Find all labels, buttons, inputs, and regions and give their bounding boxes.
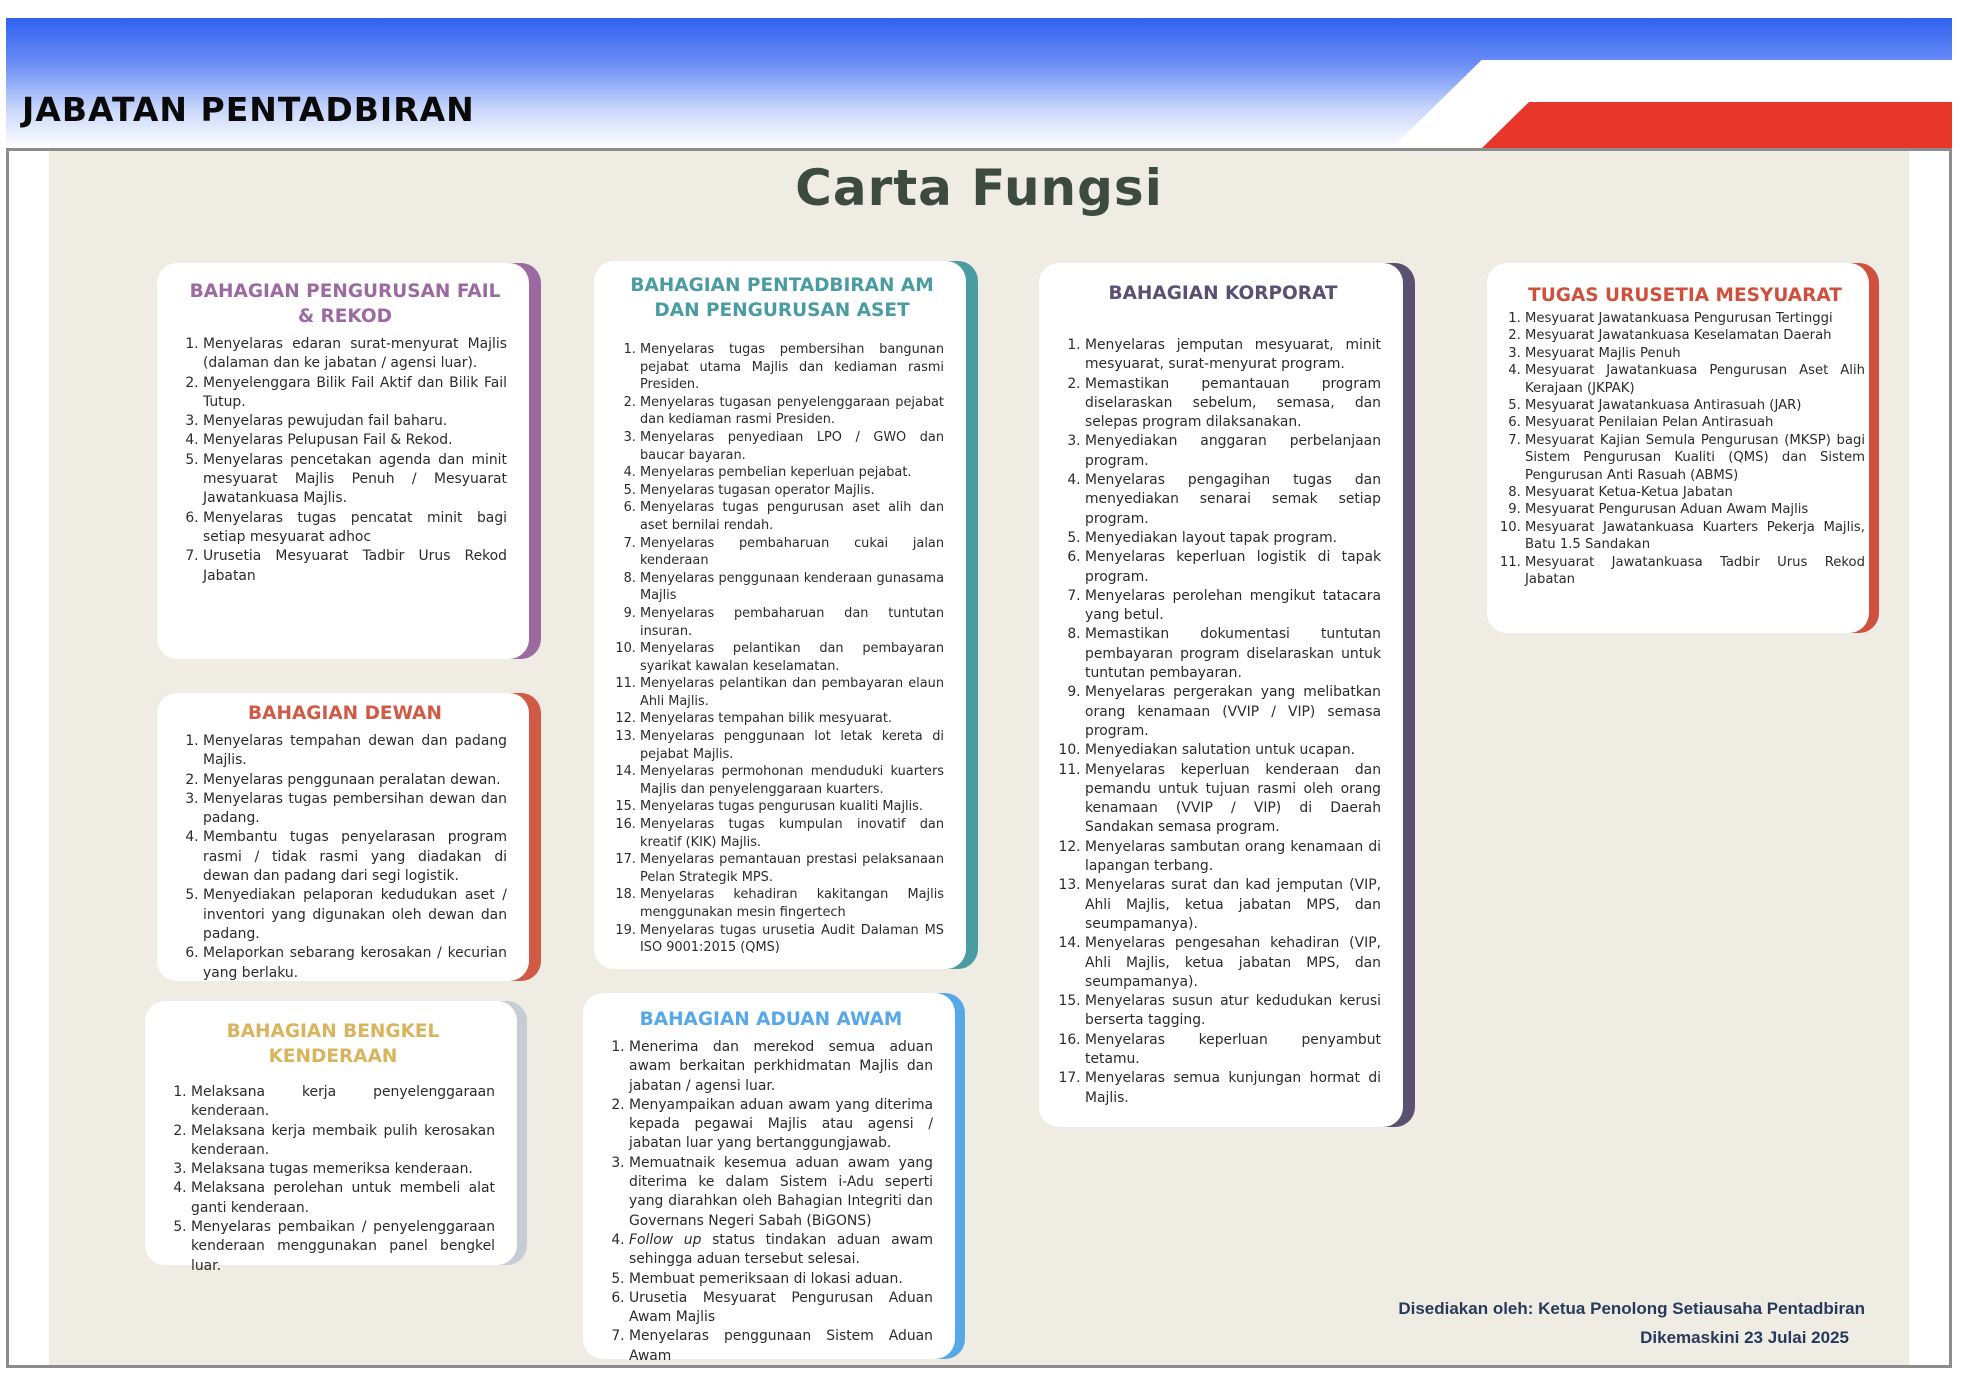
card-urusetia-mesyuarat <box>1487 263 1869 633</box>
list-item: 6. Menyelaras tugas pencatat minit bagi setiap mesyuarat adhoc <box>203 509 507 548</box>
list-item: 3. Melaksana tugas memeriksa kenderaan. <box>191 1160 495 1179</box>
function-list <box>183 732 507 983</box>
list-item: 5. Menyediakan pelaporan kedudukan aset / inventori yang digunakan oleh dewan dan padang. <box>203 886 507 944</box>
list-item: 10. Menyelaras pelantikan dan pembayaran syarikat kawalan keselamatan. <box>640 640 944 675</box>
function-list <box>620 341 944 957</box>
list-item: 17. Menyelaras semua kunjungan hormat di Majlis. <box>1085 1069 1381 1108</box>
list-item: 11. Menyelaras keperluan kenderaan dan pemandu untuk tujuan rasmi oleh orang kenamaan (VVIP / VIP) di Daerah Sandakan semasa program. <box>1085 761 1381 838</box>
list-item: 15. Menyelaras tugas pengurusan kualiti Majlis. <box>640 798 944 816</box>
list-item: 7. Urusetia Mesyuarat Tadbir Urus Rekod Jabatan <box>203 547 507 586</box>
list-item: 7. Menyelaras pembaharuan cukai jalan kenderaan <box>640 535 944 570</box>
list-item: 4. Membantu tugas penyelarasan program rasmi / tidak rasmi yang diadakan di dewan dan padang dari segi logistik. <box>203 828 507 886</box>
card-bengkel-kenderaan <box>145 1001 517 1274</box>
list-item: 3. Menyelaras tugas pembersihan dewan dan padang. <box>203 790 507 829</box>
list-item: 19. Menyelaras tugas urusetia Audit Dalaman MS ISO 9001:2015 (QMS) <box>640 922 944 957</box>
function-list <box>183 335 507 586</box>
list-item: 11. Mesyuarat Jawatankuasa Tadbir Urus Rekod Jabatan <box>1525 554 1865 589</box>
card-aduan-awam <box>583 993 955 1364</box>
list-item: 1. Menyelaras jemputan mesyuarat, minit mesyuarat, surat-menyurat program. <box>1085 336 1381 375</box>
list-item: 3. Menyelaras penyediaan LPO / GWO dan baucar bayaran. <box>640 429 944 464</box>
chart-panel <box>49 151 1909 1365</box>
list-item: 8. Mesyuarat Ketua-Ketua Jabatan <box>1525 484 1865 501</box>
list-item: 4. Melaksana perolehan untuk membeli alat ganti kenderaan. <box>191 1179 495 1218</box>
list-item: 2. Menyelaras penggunaan peralatan dewan. <box>203 771 507 790</box>
list-item: 13. Menyelaras penggunaan lot letak kereta di pejabat Majlis. <box>640 728 944 763</box>
department-title: JABATAN PENTADBIRAN <box>22 90 475 129</box>
list-item: 12. Menyelaras tempahan bilik mesyuarat. <box>640 710 944 728</box>
list-item: 7. Mesyuarat Kajian Semula Pengurusan (MKSP) bagi Sistem Pengurusan Kualiti (QMS) dan Sistem Pengurusan Anti Rasuah (ABMS) <box>1525 432 1865 484</box>
function-list <box>609 1038 933 1366</box>
list-item: 6. Mesyuarat Penilaian Pelan Antirasuah <box>1525 414 1865 431</box>
list-item: 5. Menyelaras pencetakan agenda dan minit mesyuarat Majlis Penuh / Mesyuarat Jawatankuasa Majlis. <box>203 451 507 509</box>
list-item: 5. Mesyuarat Jawatankuasa Antirasuah (JAR) <box>1525 397 1865 414</box>
list-item: 5. Menyelaras tugasan operator Majlis. <box>640 482 944 500</box>
list-item: 1. Menyelaras tugas pembersihan bangunan pejabat utama Majlis dan kediaman rasmi Presiden. <box>640 341 944 394</box>
list-item: 1. Menyelaras edaran surat-menyurat Majlis (dalaman dan ke jabatan / agensi luar). <box>203 335 507 374</box>
list-item: 5. Membuat pemeriksaan di lokasi aduan. <box>629 1270 933 1289</box>
list-item: 4. Follow up status tindakan aduan awam sehingga aduan tersebut selesai. <box>629 1231 933 1270</box>
list-item: 12. Menyelaras sambutan orang kenamaan di lapangan terbang. <box>1085 838 1381 877</box>
list-item: 6. Melaporkan sebarang kerosakan / kecurian yang berlaku. <box>203 944 507 983</box>
list-item: 4. Menyelaras Pelupusan Fail & Rekod. <box>203 431 507 450</box>
list-item: 1. Melaksana kerja penyelenggaraan kenderaan. <box>191 1083 495 1122</box>
chart-frame <box>6 148 1952 1368</box>
card-title: BAHAGIAN PENTADBIRAN AM DAN PENGURUSAN ASET <box>630 275 934 321</box>
header-red-stripe <box>1482 102 1952 148</box>
list-item: 7. Menyelaras perolehan mengikut tatacara yang betul. <box>1085 587 1381 626</box>
list-item: 5. Menyediakan layout tapak program. <box>1085 529 1381 548</box>
list-item: 3. Memuatnaik kesemua aduan awam yang diterima ke dalam Sistem i-Adu seperti yang diarahkan oleh Bahagian Integriti dan Governans Negeri Sabah (BiGONS) <box>629 1154 933 1231</box>
list-item: 13. Menyelaras surat dan kad jemputan (VIP, Ahli Majlis, ketua jabatan MPS, dan seumpamanya). <box>1085 876 1381 934</box>
list-item: 6. Menyelaras tugas pengurusan aset alih dan aset bernilai rendah. <box>640 499 944 534</box>
page-title: Carta Fungsi <box>795 159 1163 217</box>
list-item: 14. Menyelaras permohonan menduduki kuarters Majlis dan penyelenggaraan kuarters. <box>640 763 944 798</box>
list-item: 2. Memastikan pemantauan program diselaraskan sebelum, semasa, dan selepas program dilaksanakan. <box>1085 375 1381 433</box>
list-item: 16. Menyelaras tugas kumpulan inovatif dan kreatif (KIK) Majlis. <box>640 816 944 851</box>
card-fail-rekod <box>157 263 529 659</box>
card-dewan <box>157 693 529 981</box>
list-item: 14. Menyelaras pengesahan kehadiran (VIP, Ahli Majlis, ketua jabatan MPS, dan seumpamanya). <box>1085 934 1381 992</box>
list-item: 4. Menyelaras pengagihan tugas dan menyediakan senarai semak setiap program. <box>1085 471 1381 529</box>
list-item: 8. Menyelaras penggunaan kenderaan gunasama Majlis <box>640 570 944 605</box>
list-item: 3. Mesyuarat Majlis Penuh <box>1525 345 1865 362</box>
list-item: 1. Menyelaras tempahan dewan dan padang Majlis. <box>203 732 507 771</box>
card-pentadbiran-am-aset <box>594 261 966 969</box>
list-item: 2. Menyelaras tugasan penyelenggaraan pejabat dan kediaman rasmi Presiden. <box>640 394 944 429</box>
list-item: 2. Menyelenggara Bilik Fail Aktif dan Bilik Fail Tutup. <box>203 374 507 413</box>
list-item: 10. Mesyuarat Jawatankuasa Kuarters Pekerja Majlis, Batu 1.5 Sandakan <box>1525 519 1865 554</box>
prepared-by-note: Disediakan oleh: Ketua Penolong Setiausaha Pentadbiran <box>1398 1299 1865 1318</box>
list-item: 1. Mesyuarat Jawatankuasa Pengurusan Tertinggi <box>1525 310 1865 327</box>
card-title: BAHAGIAN BENGKEL KENDERAAN <box>226 1021 440 1067</box>
list-item: 17. Menyelaras pemantauan prestasi pelaksanaan Pelan Strategik MPS. <box>640 851 944 886</box>
updated-date-note: Dikemaskini 23 Julai 2025 <box>1640 1328 1849 1347</box>
card-title: BAHAGIAN DEWAN <box>248 703 442 724</box>
list-item: 10. Menyediakan salutation untuk ucapan. <box>1085 741 1381 760</box>
function-list <box>1505 310 1865 589</box>
list-item: 7. Menyelaras penggunaan Sistem Aduan Awam <box>629 1327 933 1366</box>
function-list <box>1065 336 1381 1108</box>
list-item: 2. Menyampaikan aduan awam yang diterima kepada pegawai Majlis atau agensi / jabatan luar yang bertanggungjawab. <box>629 1096 933 1154</box>
card-title: BAHAGIAN ADUAN AWAM <box>639 1009 903 1030</box>
list-item: 9. Mesyuarat Pengurusan Aduan Awam Majlis <box>1525 501 1865 518</box>
card-title: BAHAGIAN KORPORAT <box>1108 283 1338 304</box>
list-item: 4. Mesyuarat Jawatankuasa Pengurusan Aset Alih Kerajaan (JKPAK) <box>1525 362 1865 397</box>
list-item: 6. Urusetia Mesyuarat Pengurusan Aduan Awam Majlis <box>629 1289 933 1328</box>
function-list <box>171 1083 495 1276</box>
list-item: 9. Menyelaras pergerakan yang melibatkan orang kenamaan (VVIP / VIP) semasa program. <box>1085 683 1381 741</box>
list-item: 16. Menyelaras keperluan penyambut tetamu. <box>1085 1031 1381 1070</box>
list-item: 18. Menyelaras kehadiran kakitangan Majlis menggunakan mesin fingertech <box>640 886 944 921</box>
list-item: 9. Menyelaras pembaharuan dan tuntutan insuran. <box>640 605 944 640</box>
list-item: 5. Menyelaras pembaikan / penyelenggaraan kenderaan menggunakan panel bengkel luar. <box>191 1218 495 1276</box>
list-item: 4. Menyelaras pembelian keperluan pejabat. <box>640 464 944 482</box>
list-item: 11. Menyelaras pelantikan dan pembayaran elaun Ahli Majlis. <box>640 675 944 710</box>
list-item: 15. Menyelaras susun atur kedudukan kerusi berserta tagging. <box>1085 992 1381 1031</box>
list-item: 2. Mesyuarat Jawatankuasa Keselamatan Daerah <box>1525 327 1865 344</box>
list-item: 2. Melaksana kerja membaik pulih kerosakan kenderaan. <box>191 1122 495 1161</box>
card-title: TUGAS URUSETIA MESYUARAT <box>1528 285 1842 306</box>
list-item: 8. Memastikan dokumentasi tuntutan pembayaran program diselaraskan untuk tuntutan pembayaran. <box>1085 625 1381 683</box>
list-item: 1. Menerima dan merekod semua aduan awam berkaitan perkhidmatan Majlis dan jabatan / agensi luar. <box>629 1038 933 1096</box>
page-header <box>6 18 1952 148</box>
list-item: 3. Menyelaras pewujudan fail baharu. <box>203 412 507 431</box>
list-item: 3. Menyediakan anggaran perbelanjaan program. <box>1085 432 1381 471</box>
card-title: BAHAGIAN PENGURUSAN FAIL & REKOD <box>189 281 501 327</box>
list-item: 6. Menyelaras keperluan logistik di tapak program. <box>1085 548 1381 587</box>
card-korporat <box>1039 263 1403 1127</box>
